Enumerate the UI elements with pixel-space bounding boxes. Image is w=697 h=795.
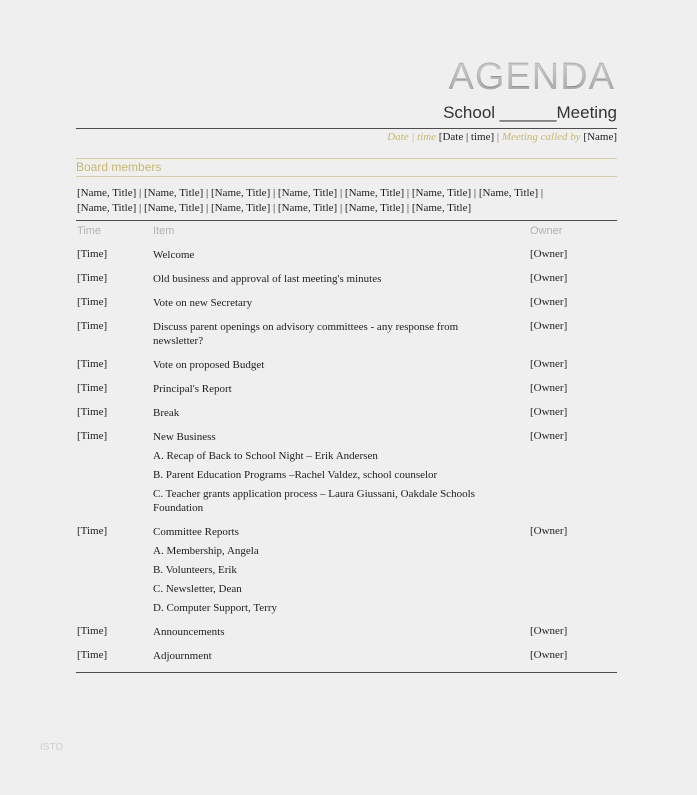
agenda-item-block <box>153 382 493 396</box>
column-header-owner: Owner <box>530 225 563 237</box>
agenda-item: Committee Reports <box>153 526 239 538</box>
agenda-title: AGENDA <box>448 56 615 98</box>
agenda-item-block <box>153 358 493 372</box>
agenda-item: New Business <box>153 431 216 443</box>
agenda-row <box>76 358 617 372</box>
agenda-item-block <box>153 296 493 310</box>
meeting-subtitle: School ______Meeting <box>443 103 617 122</box>
date-time-value: [Date | time] <box>438 131 495 143</box>
agenda-item-block <box>153 272 493 286</box>
board-members-list <box>77 186 617 216</box>
agenda-subitem: A. Membership, Angela <box>153 545 259 557</box>
agenda-item-block <box>153 248 493 262</box>
agenda-owner: [Owner] <box>530 430 568 442</box>
agenda-row <box>76 525 617 615</box>
agenda-owner: [Owner] <box>530 382 568 394</box>
agenda-time: [Time] <box>77 296 108 308</box>
agenda-owner: [Owner] <box>530 296 568 308</box>
date-time-label: Date | time <box>387 131 437 143</box>
agenda-item: Old business and approval of last meeting's minutes <box>153 273 382 285</box>
agenda-row <box>76 248 617 262</box>
agenda-row <box>76 430 617 515</box>
called-by-label: Meeting called by <box>501 131 581 143</box>
agenda-item: Welcome <box>153 249 195 261</box>
agenda-time: [Time] <box>77 272 108 284</box>
agenda-item-block <box>153 525 493 615</box>
agenda-subitem: D. Computer Support, Terry <box>153 602 277 614</box>
agenda-subitem: A. Recap of Back to School Night – Erik Andersen <box>153 450 378 462</box>
agenda-item: Vote on new Secretary <box>153 297 253 309</box>
agenda-owner: [Owner] <box>530 406 568 418</box>
agenda-time: [Time] <box>77 406 108 418</box>
agenda-item: Principal's Report <box>153 383 232 395</box>
agenda-row <box>76 382 617 396</box>
agenda-subitem: B. Volunteers, Erik <box>153 564 237 576</box>
agenda-subitem: C. Newsletter, Dean <box>153 583 242 595</box>
agenda-time: [Time] <box>77 320 108 332</box>
agenda-time: [Time] <box>77 625 108 637</box>
agenda-item-block <box>153 430 493 515</box>
agenda-table <box>76 248 617 673</box>
agenda-subitem: C. Teacher grants application process – Laura Giussani, Oakdale Schools Foundation <box>153 488 475 514</box>
members-line: [Name, Title] | [Name, Title] | [Name, Title] | [Name, Title] | [Name, Title] | [Name, Title] | [Name, Title] | <box>77 187 544 199</box>
column-header-item: Item <box>153 225 175 237</box>
board-members-heading: Board members <box>76 158 617 177</box>
agenda-owner: [Owner] <box>530 525 568 537</box>
agenda-item: Announcements <box>153 626 225 638</box>
agenda-owner: [Owner] <box>530 625 568 637</box>
agenda-row <box>76 320 617 348</box>
agenda-owner: [Owner] <box>530 649 568 661</box>
watermark: ISTO <box>40 742 64 753</box>
agenda-item: Discuss parent openings on advisory committees - any response from newsletter? <box>153 321 459 347</box>
agenda-item: Break <box>153 407 180 419</box>
agenda-owner: [Owner] <box>530 272 568 284</box>
agenda-item-block <box>153 625 493 639</box>
agenda-row <box>76 296 617 310</box>
agenda-item-block <box>153 320 493 348</box>
agenda-subitem: B. Parent Education Programs –Rachel Valdez, school counselor <box>153 469 438 481</box>
agenda-owner: [Owner] <box>530 248 568 260</box>
agenda-item-block <box>153 406 493 420</box>
called-by-value: [Name] <box>583 131 617 143</box>
table-bottom-rule <box>76 672 617 673</box>
agenda-row <box>76 406 617 420</box>
header-rule <box>76 128 617 129</box>
agenda-time: [Time] <box>77 649 108 661</box>
agenda-item-block <box>153 649 493 663</box>
agenda-owner: [Owner] <box>530 320 568 332</box>
agenda-row <box>76 272 617 286</box>
agenda-time: [Time] <box>77 248 108 260</box>
agenda-time: [Time] <box>77 525 108 537</box>
agenda-time: [Time] <box>77 382 108 394</box>
agenda-time: [Time] <box>77 430 108 442</box>
meeting-meta <box>387 131 617 143</box>
agenda-row <box>76 625 617 639</box>
members-line: [Name, Title] | [Name, Title] | [Name, Title] | [Name, Title] | [Name, Title] | [Name, Title] <box>77 202 472 214</box>
agenda-row <box>76 649 617 663</box>
agenda-time: [Time] <box>77 358 108 370</box>
agenda-item: Adjournment <box>153 650 212 662</box>
meta-separator: | <box>496 131 500 143</box>
agenda-item: Vote on proposed Budget <box>153 359 265 371</box>
agenda-owner: [Owner] <box>530 358 568 370</box>
table-top-rule <box>76 220 617 221</box>
column-header-time: Time <box>77 225 102 237</box>
